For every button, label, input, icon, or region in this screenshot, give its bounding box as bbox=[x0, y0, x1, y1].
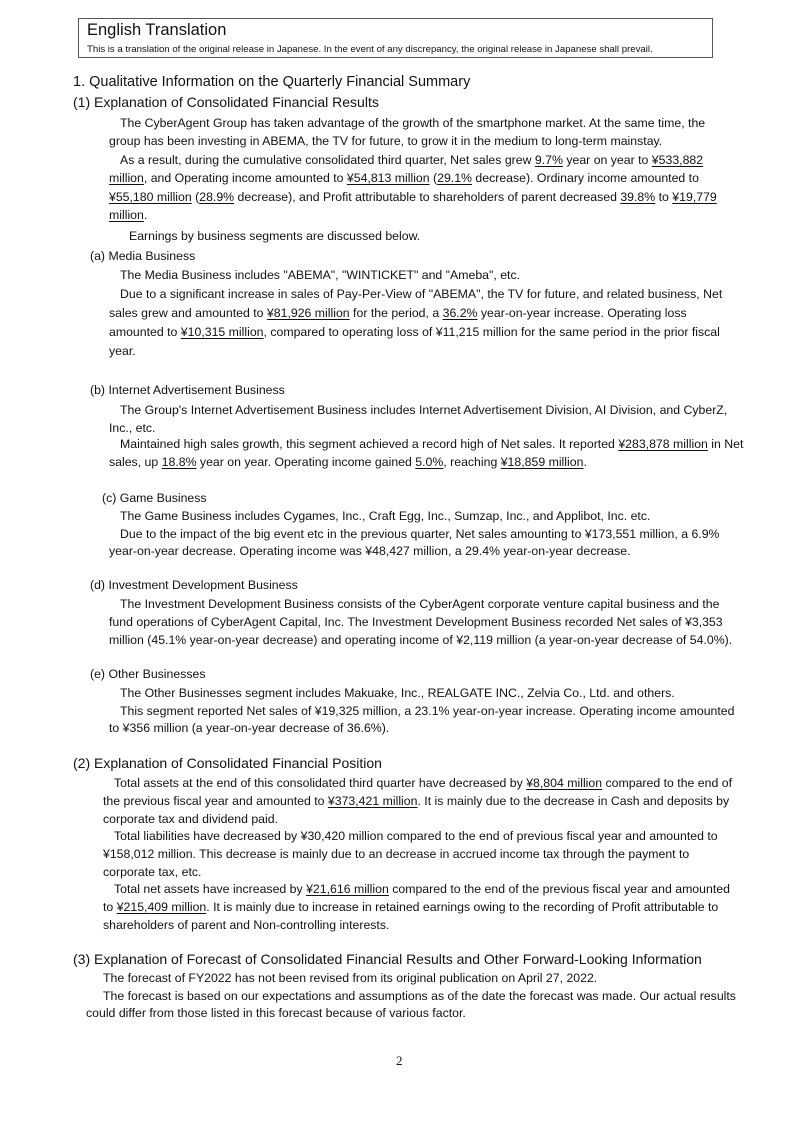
text: Total assets at the end of this consolidated third quarter have decreased by bbox=[114, 776, 527, 790]
text: . It is mainly due to the decrease in Cash and deposits by bbox=[417, 794, 730, 808]
ad-operating-income: ¥18,859 million bbox=[500, 455, 584, 469]
results-p1-line2: group has been investing in ABEMA, the TV for future, to grow it in the medium to long-term mainstay. bbox=[109, 134, 663, 148]
position-line7 bbox=[114, 881, 730, 897]
subsection-heading-forecast: (3) Explanation of Forecast of Consolidated Financial Results and Other Forward-Looking Information bbox=[73, 951, 702, 967]
text: sales, up bbox=[109, 455, 162, 469]
profit-change: 39.8% bbox=[620, 190, 656, 204]
position-line2 bbox=[103, 793, 729, 809]
text: year on year to bbox=[562, 153, 652, 167]
position-line4: Total liabilities have decreased by ¥30,420 million compared to the end of previous fiscal year and amounted to bbox=[114, 829, 718, 843]
other-line3: to ¥356 million (a year-on-year decrease of 36.6%). bbox=[109, 721, 390, 735]
text: . bbox=[143, 208, 148, 222]
ad-net-sales: ¥283,878 million bbox=[618, 437, 708, 451]
results-p2-line3 bbox=[109, 189, 717, 205]
profit-unit: million bbox=[109, 208, 144, 222]
segment-heading-media: (a) Media Business bbox=[90, 249, 196, 263]
ad-operating-growth: 5.0% bbox=[415, 455, 444, 469]
subsection-heading-position: (2) Explanation of Consolidated Financial Position bbox=[73, 755, 382, 771]
ad-line1: The Group's Internet Advertisement Business includes Internet Advertisement Division, AI Division, and CyberZ, bbox=[120, 403, 728, 417]
position-line5: ¥158,012 million. This decrease is mainly due to an decrease in accrued income tax through the payment to bbox=[103, 847, 690, 861]
investment-line1: The Investment Development Business consists of the CyberAgent corporate venture capital business and the bbox=[120, 597, 720, 611]
text: year on year. Operating income gained bbox=[196, 455, 416, 469]
total-net-assets: ¥215,409 million bbox=[116, 900, 207, 914]
game-line2: Due to the impact of the big event etc in the previous quarter, Net sales amounting to ¥173,551 million, a 6.9% bbox=[120, 527, 720, 541]
game-line1: The Game Business includes Cygames, Inc., Craft Egg, Inc., Sumzap, Inc., and Applibot, Inc. etc. bbox=[120, 509, 651, 523]
investment-line2: fund operations of CyberAgent Capital, Inc. The Investment Development Business recorded Net sales of ¥3,353 bbox=[109, 615, 723, 629]
forecast-line3: could differ from those listed in this forecast because of various factor. bbox=[86, 1006, 466, 1020]
text: year-on-year increase. Operating loss bbox=[477, 306, 687, 320]
text: amounted to bbox=[109, 325, 181, 339]
forecast-line1: The forecast of FY2022 has not been revised from its original publication on April 27, 2022. bbox=[103, 971, 598, 985]
subsection-heading-results: (1) Explanation of Consolidated Financial Results bbox=[73, 94, 379, 110]
text: decrease). Ordinary income amounted to bbox=[472, 171, 699, 185]
segment-heading-ad: (b) Internet Advertisement Business bbox=[90, 383, 285, 397]
text: Maintained high sales growth, this segment achieved a record high of Net sales. It reported bbox=[120, 437, 619, 451]
results-p2-line4 bbox=[109, 207, 147, 223]
game-line3: year-on-year decrease. Operating income was ¥48,427 million, a 29.4% year-on-year decrease. bbox=[109, 544, 631, 558]
text: to bbox=[655, 190, 673, 204]
net-sales-growth: 9.7% bbox=[534, 153, 563, 167]
net-sales-unit: million bbox=[109, 171, 144, 185]
position-line1 bbox=[114, 775, 732, 791]
results-p2-line2 bbox=[109, 170, 699, 186]
text: decrease), and Profit attributable to shareholders of parent decreased bbox=[234, 190, 621, 204]
segment-heading-investment: (d) Investment Development Business bbox=[90, 578, 298, 592]
assets-decrease: ¥8,804 million bbox=[526, 776, 603, 790]
position-line6: corporate tax, etc. bbox=[103, 865, 202, 879]
text: sales grew and amounted to bbox=[109, 306, 267, 320]
media-line1: The Media Business includes "ABEMA", "WINTICKET" and "Ameba", etc. bbox=[120, 268, 521, 282]
text: ( bbox=[191, 190, 200, 204]
net-assets-increase: ¥21,616 million bbox=[306, 882, 389, 896]
ad-line3 bbox=[120, 436, 743, 452]
page-number: 2 bbox=[396, 1053, 403, 1068]
position-line9: shareholders of parent and Non-controlling interests. bbox=[103, 918, 390, 932]
ad-line4 bbox=[109, 454, 587, 470]
media-line4 bbox=[109, 324, 720, 340]
forecast-line2: The forecast is based on our expectations and assumptions as of the date the forecast was made. Our actual results bbox=[103, 989, 736, 1003]
text: compared to the end of bbox=[602, 776, 732, 790]
translation-notice-box bbox=[78, 18, 713, 58]
media-line5: year. bbox=[109, 344, 136, 358]
text: in Net bbox=[707, 437, 744, 451]
notice-text: This is a translation of the original release in Japanese. In the event of any discrepancy, the original release in Japanese shall prevail. bbox=[87, 44, 653, 55]
profit-value: ¥19,779 bbox=[672, 190, 717, 204]
results-p3: Earnings by business segments are discussed below. bbox=[129, 229, 421, 243]
text: for the period, a bbox=[349, 306, 443, 320]
text: , and Operating income amounted to bbox=[143, 171, 347, 185]
text: . bbox=[583, 455, 587, 469]
media-net-sales: ¥81,926 million bbox=[266, 306, 350, 320]
text: , compared to operating loss of ¥11,215 million for the same period in the prior fiscal bbox=[263, 325, 720, 339]
text: . It is mainly due to increase in retained earnings owing to the recording of Profit attributable to bbox=[206, 900, 719, 914]
ordinary-income-change: 28.9% bbox=[199, 190, 235, 204]
notice-title: English Translation bbox=[87, 21, 227, 39]
position-line8 bbox=[103, 899, 718, 915]
segment-heading-game: (c) Game Business bbox=[102, 491, 207, 505]
results-p2-line1 bbox=[120, 152, 703, 168]
operating-income-value: ¥54,813 million bbox=[346, 171, 430, 185]
text: As a result, during the cumulative consolidated third quarter, Net sales grew bbox=[120, 153, 535, 167]
investment-line3: million (45.1% year-on-year decrease) and operating income of ¥2,119 million (a year-on-year decrease of 54.0%). bbox=[109, 633, 733, 647]
ad-line2: Inc., etc. bbox=[109, 421, 156, 435]
media-operating-loss: ¥10,315 million bbox=[180, 325, 264, 339]
operating-income-change: 29.1% bbox=[437, 171, 472, 185]
results-p1-line1: The CyberAgent Group has taken advantage of the growth of the smartphone market. At the same time, the bbox=[120, 116, 706, 130]
segment-heading-other: (e) Other Businesses bbox=[90, 667, 206, 681]
total-assets: ¥373,421 million bbox=[327, 794, 418, 808]
ordinary-income-value: ¥55,180 million bbox=[109, 190, 192, 204]
position-line3: corporate tax and dividend paid. bbox=[103, 812, 279, 826]
media-line2: Due to a significant increase in sales of Pay-Per-View of "ABEMA", the TV for future, and related business, Net bbox=[120, 287, 723, 301]
ad-growth: 18.8% bbox=[161, 455, 197, 469]
text: compared to the end of the previous fiscal year and amounted bbox=[388, 882, 730, 896]
text: ( bbox=[429, 171, 438, 185]
text: Total net assets have increased by bbox=[114, 882, 307, 896]
other-line1: The Other Businesses segment includes Makuake, Inc., REALGATE INC., Zelvia Co., Ltd. and others. bbox=[120, 686, 675, 700]
text: the previous fiscal year and amounted to bbox=[103, 794, 328, 808]
other-line2: This segment reported Net sales of ¥19,325 million, a 23.1% year-on-year increase. Operating income amounted bbox=[120, 704, 735, 718]
media-line3 bbox=[109, 305, 687, 321]
section-heading: 1. Qualitative Information on the Quarterly Financial Summary bbox=[73, 74, 471, 90]
text: , reaching bbox=[443, 455, 501, 469]
media-growth: 36.2% bbox=[442, 306, 478, 320]
net-sales-value: ¥533,882 bbox=[651, 153, 704, 167]
text: to bbox=[103, 900, 117, 914]
